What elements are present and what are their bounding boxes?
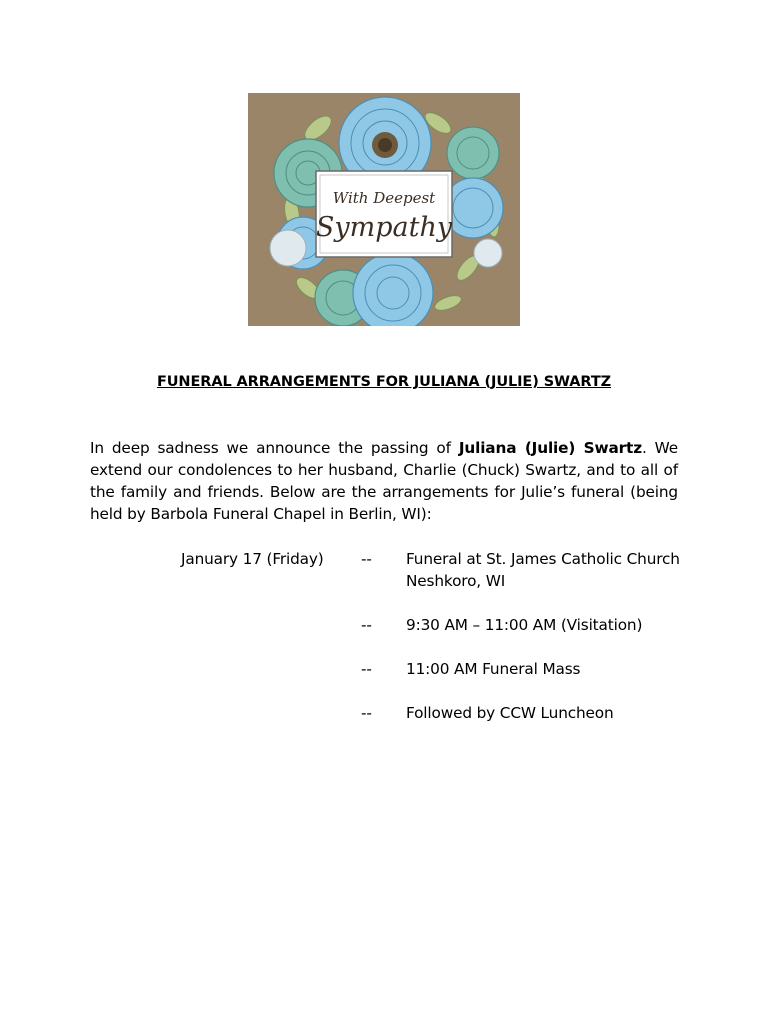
service-date: January 17 (Friday) (181, 550, 324, 568)
deceased-name: Juliana (Julie) Swartz (458, 439, 642, 457)
schedule-item-visitation: 9:30 AM – 11:00 AM (Visitation) (406, 616, 643, 634)
svg-text:With Deepest: With Deepest (332, 189, 436, 207)
schedule-dash: -- (361, 616, 372, 634)
schedule-dash: -- (361, 660, 372, 678)
schedule-item-line: Neshkoro, WI (406, 572, 506, 590)
intro-continuation: . We extend our condolences to her husband, Charlie (Chuck) Swartz, and to all of the family and friends. Below are the arrangements for Julie’s funeral (being held by Barbola Funeral Chapel in Berlin, WI): (90, 439, 678, 523)
schedule-dash: -- (361, 550, 372, 568)
intro-text: In deep sadness we announce the passing of (90, 439, 459, 457)
schedule-item-line: Funeral at St. James Catholic Church (406, 550, 680, 568)
announcement-paragraph (90, 437, 678, 525)
schedule-item-funeral-mass: 11:00 AM Funeral Mass (406, 660, 581, 678)
schedule-item-luncheon: Followed by CCW Luncheon (406, 704, 614, 722)
svg-text:Sympathy: Sympathy (315, 212, 453, 243)
page-title: FUNERAL ARRANGEMENTS FOR JULIANA (JULIE) SWARTZ (156, 374, 612, 390)
schedule-item-funeral-location (406, 548, 706, 592)
schedule-dash: -- (361, 704, 372, 722)
floral-wreath-illustration (248, 93, 520, 326)
sympathy-card-image (248, 93, 520, 326)
